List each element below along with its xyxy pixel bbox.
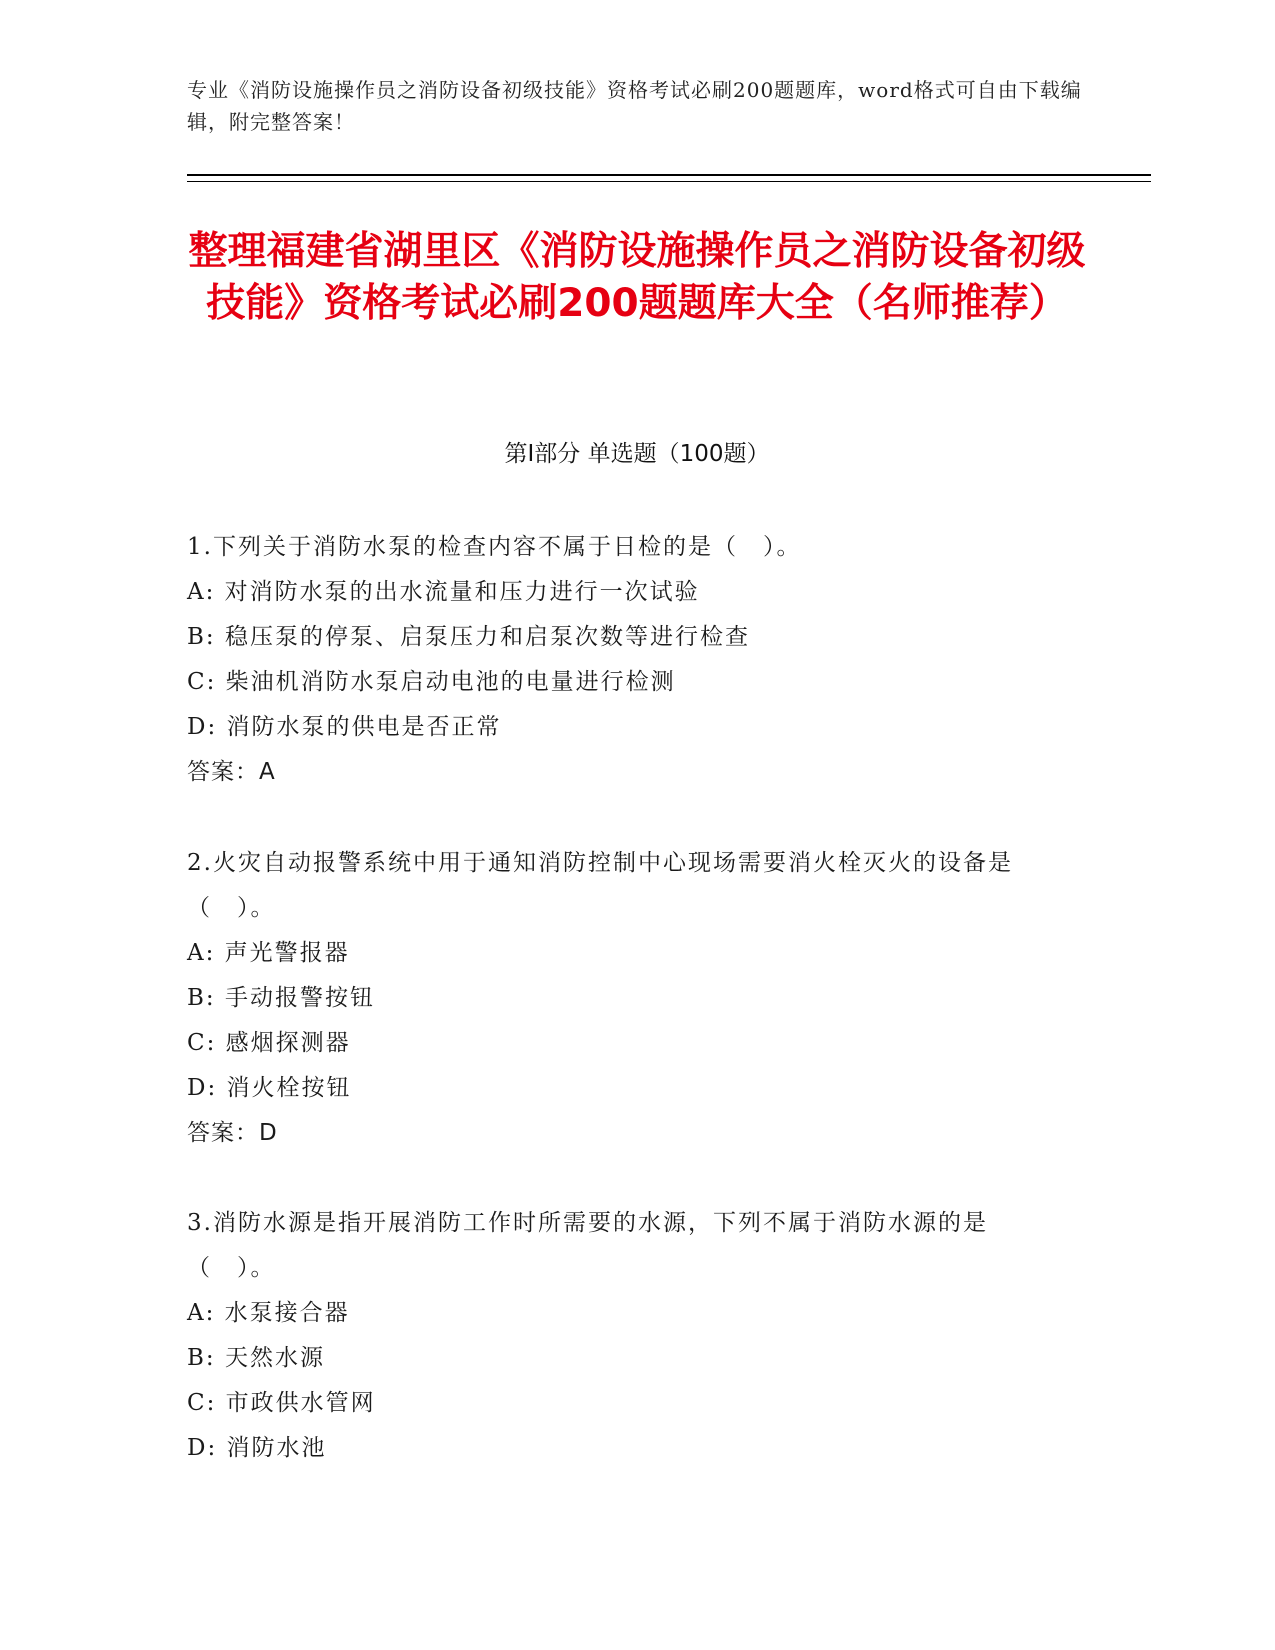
option-a: A: 水泵接合器 <box>187 1300 350 1326</box>
option-c: C: 市政供水管网 <box>187 1390 376 1416</box>
option-c: C: 柴油机消防水泵启动电池的电量进行检测 <box>187 669 676 695</box>
header-note: 专业《消防设施操作员之消防设备初级技能》资格考试必刷200题题库，word格式可自由下载编辑，附完整答案！ <box>187 78 1082 134</box>
answer-line: 答案：D <box>187 1120 278 1146</box>
option-d: D: 消防水池 <box>187 1435 327 1461</box>
header-divider-thin <box>187 181 1151 182</box>
section-heading: 第Ⅰ部分 单选题（100题） <box>504 441 770 467</box>
question-block <box>187 1201 1067 1471</box>
question-block <box>187 525 1067 795</box>
option-b: B: 稳压泵的停泵、启泵压力和启泵次数等进行检查 <box>187 624 750 650</box>
document-title: 整理福建省湖里区《消防设施操作员之消防设备初级技能》资格考试必刷200题题库大全（名师推荐） <box>188 229 1086 326</box>
option-a: A: 声光警报器 <box>187 940 350 966</box>
option-c: C: 感烟探测器 <box>187 1030 351 1056</box>
question-stem: 1.下列关于消防水泵的检查内容不属于日检的是（ ）。 <box>187 534 802 560</box>
option-b: B: 天然水源 <box>187 1345 325 1371</box>
header-divider-thick <box>187 174 1151 176</box>
question-stem: 2.火灾自动报警系统中用于通知消防控制中心现场需要消火栓灭火的设备是（ ）。 <box>187 850 1013 921</box>
option-b: B: 手动报警按钮 <box>187 985 375 1011</box>
option-d: D: 消防水泵的供电是否正常 <box>187 714 502 740</box>
answer-line: 答案：A <box>187 759 276 785</box>
question-stem: 3.消防水源是指开展消防工作时所需要的水源，下列不属于消防水源的是（ ）。 <box>187 1210 988 1281</box>
option-a: A: 对消防水泵的出水流量和压力进行一次试验 <box>187 579 700 605</box>
option-d: D: 消火栓按钮 <box>187 1075 352 1101</box>
question-block <box>187 841 1067 1156</box>
